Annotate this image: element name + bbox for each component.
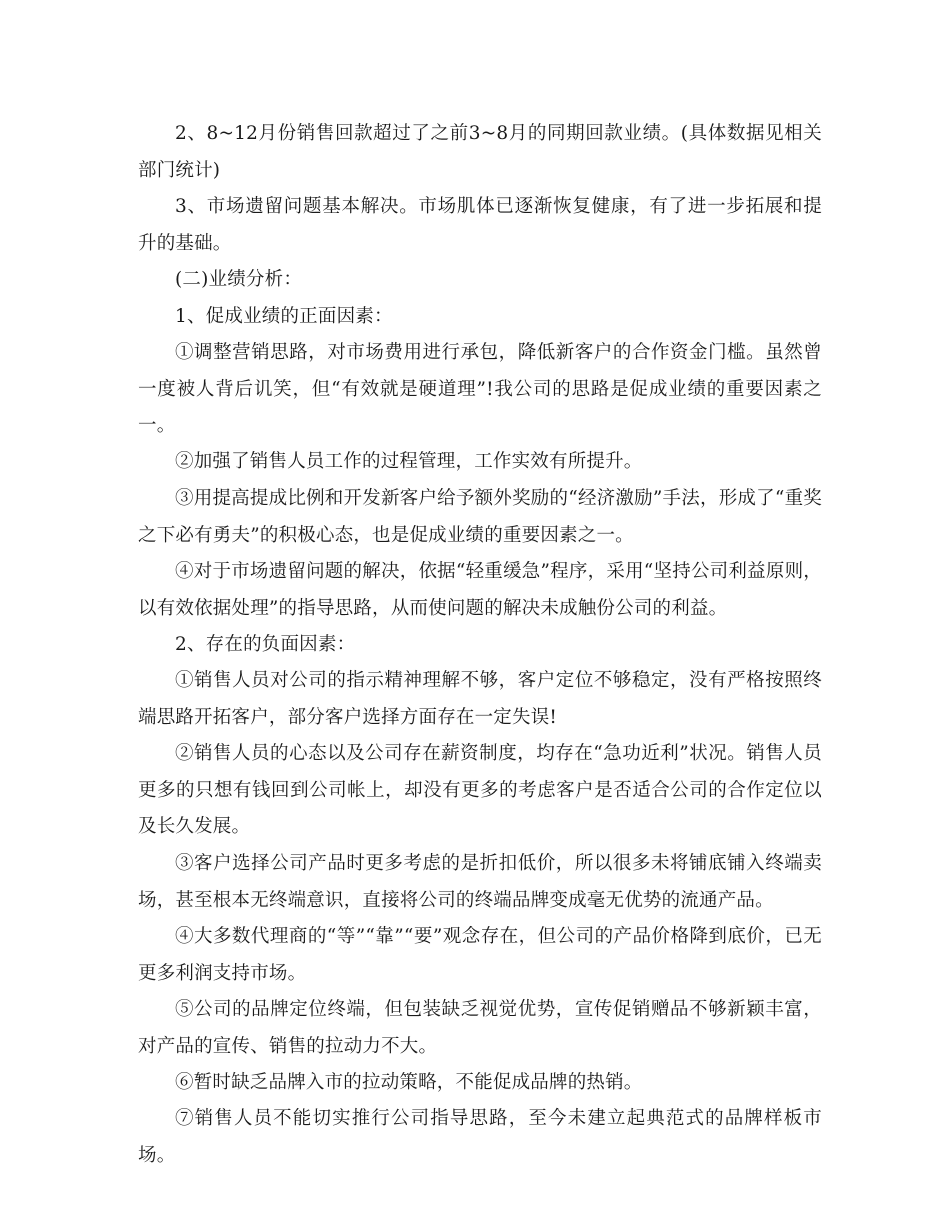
positive-factor-4: ④对于市场遗留问题的解决，依据“轻重缓急”程序，采用“坚持公司利益原则，以有效依据处理”的指导思路，从而使问题的解决未成触份公司的利益。 bbox=[138, 561, 822, 619]
section-heading-performance-analysis: (二)业绩分析： bbox=[175, 269, 303, 290]
negative-factor-6: ⑥暂时缺乏品牌入市的拉动策略，不能促成品牌的热销。 bbox=[175, 1072, 643, 1093]
negative-factor-7: ⑦销售人员不能切实推行公司指导思路，至今未建立起典范式的品牌样板市场。 bbox=[138, 1108, 822, 1166]
positive-factor-1: ①调整营销思路，对市场费用进行承包，降低新客户的合作资金门槛。虽然曾一度被人背后讥笑，但“有效就是硬道理”!我公司的思路是促成业绩的重要因素之一。 bbox=[138, 342, 822, 436]
positive-factor-2: ②加强了销售人员工作的过程管理，工作实效有所提升。 bbox=[175, 451, 643, 472]
negative-factor-4: ④大多数代理商的“等”“靠”“要”观念存在，但公司的产品价格降到底价，已无更多利润支持市场。 bbox=[138, 926, 822, 984]
negative-factor-3: ③客户选择公司产品时更多考虑的是折扣低价，所以很多未将铺底铺入终端卖场，甚至根本无终端意识，直接将公司的终端品牌变成毫无优势的流通产品。 bbox=[138, 853, 822, 911]
negative-factor-2: ②销售人员的心态以及公司存在薪资制度，均存在“急功近利”状况。销售人员更多的只想有钱回到公司帐上，却没有更多的考虑客户是否适合公司的合作定位以及长久发展。 bbox=[138, 743, 822, 837]
subheading-negative-factors: 2、存在的负面因素： bbox=[175, 634, 356, 655]
paragraph-sales-collection: 2、8~12月份销售回款超过了之前3~8月的同期回款业绩。(具体数据见相关部门统计) bbox=[138, 123, 822, 181]
subheading-positive-factors: 1、促成业绩的正面因素： bbox=[175, 306, 393, 327]
paragraph-market-issues: 3、市场遗留问题基本解决。市场肌体已逐渐恢复健康，有了进一步拓展和提升的基础。 bbox=[138, 196, 822, 254]
negative-factor-1: ①销售人员对公司的指示精神理解不够，客户定位不够稳定，没有严格按照终端思路开拓客户，部分客户选择方面存在一定失误! bbox=[138, 670, 822, 728]
positive-factor-3: ③用提高提成比例和开发新客户给予额外奖励的“经济激励”手法，形成了“重奖之下必有勇夫”的积极心态，也是促成业绩的重要因素之一。 bbox=[138, 488, 822, 546]
negative-factor-5: ⑤公司的品牌定位终端，但包装缺乏视觉优势，宣传促销赠品不够新颖丰富，对产品的宣传、销售的拉动力不大。 bbox=[138, 999, 822, 1057]
